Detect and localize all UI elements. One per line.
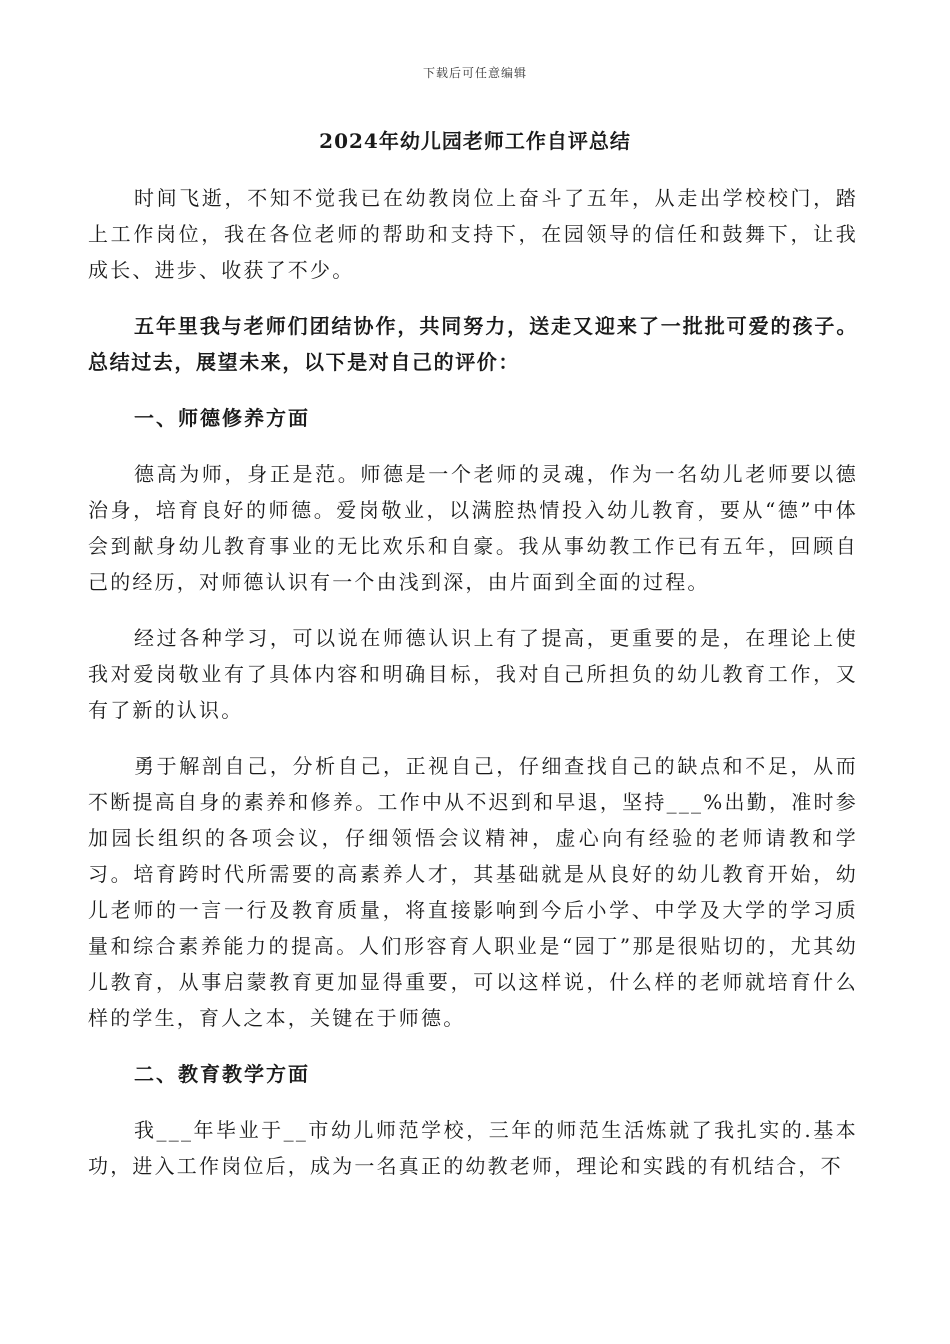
document-body — [88, 180, 858, 1204]
section-heading-teaching: 二、教育教学方面 — [134, 1062, 310, 1086]
paragraph-ethics-2: 经过各种学习，可以说在师德认识上有了提高，更重要的是，在理论上使我对爱岗敬业有了具体内容和明确目标，我对自己所担负的幼儿教育工作，又有了新的认识。 — [88, 626, 858, 722]
paragraph-teaching-1: 我___年毕业于__市幼儿师范学校，三年的师范生活炼就了我扎实的.基本功，进入工作岗位后，成为一名真正的幼教老师，理论和实践的有机结合，不 — [88, 1118, 858, 1178]
section-heading-ethics: 一、师德修养方面 — [134, 406, 310, 430]
paragraph-ethics-3: 勇于解剖自己，分析自己，正视自己，仔细查找自己的缺点和不足，从而不断提高自身的素养和修养。工作中从不迟到和早退，坚持___%出勤，准时参加园长组织的各项会议，仔细领悟会议精神，虚心向有经验的老师请教和学习。培育跨时代所需要的高素养人才，其基础就是从良好的幼儿教育开始，幼儿老师的一言一行及教育质量，将直接影响到今后小学、中学及大学的学习质量和综合素养能力的提高。人们形容育人职业是“园丁”那是很贴切的，尤其幼儿教育，从事启蒙教育更加显得重要，可以这样说，什么样的老师就培育什么样的学生，育人之本，关键在于师德。 — [88, 754, 858, 1030]
paragraph-intro: 时间飞逝，不知不觉我已在幼教岗位上奋斗了五年，从走出学校校门，踏上工作岗位，我在各位老师的帮助和支持下，在园领导的信任和鼓舞下，让我成长、进步、收获了不少。 — [88, 186, 858, 282]
paragraph-summary: 五年里我与老师们团结协作，共同努力，送走又迎来了一批批可爱的孩子。总结过去，展望未来，以下是对自己的评价： — [88, 314, 858, 374]
header-note: 下载后可任意编辑 — [422, 66, 527, 80]
document-title: 2024年幼儿园老师工作自评总结 — [319, 129, 631, 153]
paragraph-ethics-1: 德高为师，身正是范。师德是一个老师的灵魂，作为一名幼儿老师要以德治身，培育良好的师德。爱岗敬业，以满腔热情投入幼儿教育，要从“德”中体会到献身幼儿教育事业的无比欢乐和自豪。我从事幼教工作已有五年，回顾自己的经历，对师德认识有一个由浅到深，由片面到全面的过程。 — [88, 462, 858, 594]
